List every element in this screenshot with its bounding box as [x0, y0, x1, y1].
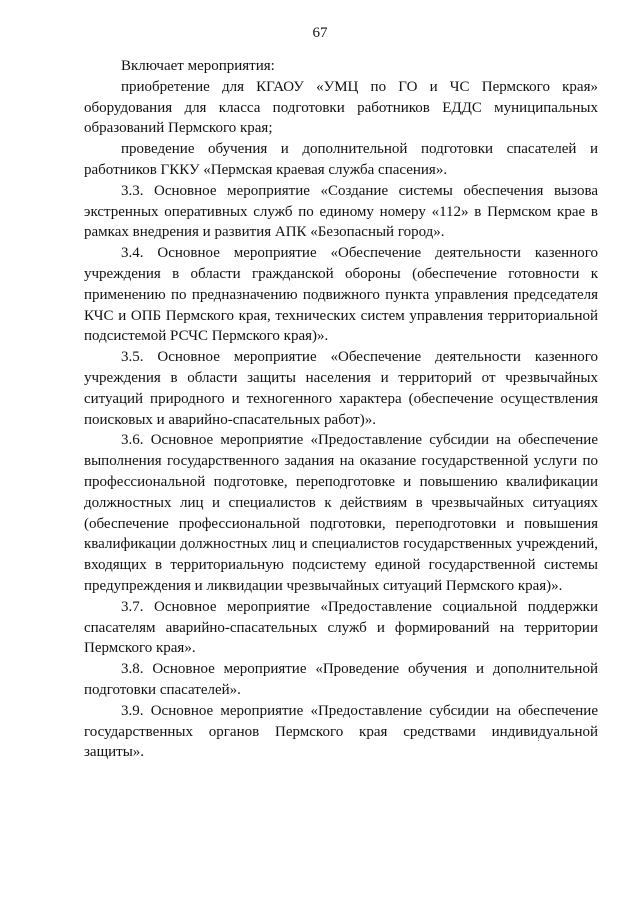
paragraph-3-8: 3.8. Основное мероприятие «Проведение обучения и дополнительной подготовки спасателей».: [84, 661, 598, 698]
paragraph-equipment: приобретение для КГАОУ «УМЦ по ГО и ЧС Пермского края» оборудования для класса подготовки работников ЕДДС муниципальных образований Пермского края;: [84, 78, 598, 137]
paragraph-intro: Включает мероприятия:: [121, 58, 275, 74]
scan-artifact: [538, 740, 539, 741]
document-body: [84, 56, 598, 763]
paragraph-3-6: 3.6. Основное мероприятие «Предоставление субсидии на обеспечение выполнения государственного задания на оказание государственной услуги по профессиональной подготовке, переподготовке и повышению квалификации должностных лиц и специалистов к действиям в чрезвычайных ситуациях (обеспечение профессиональной подготовки, переподготовки и повышения квалификации должностных лиц и специалистов государственных учреждений, входящих в территориальную подсистему единой государственной системы предупреждения и ликвидации чрезвычайных ситуаций Пермского края)».: [84, 432, 598, 594]
paragraph-3-5: 3.5. Основное мероприятие «Обеспечение деятельности казенного учреждения в области защиты населения и территорий от чрезвычайных ситуаций природного и техногенного характера (обеспечение осуществления поисковых и аварийно-спасательных работ)».: [84, 349, 598, 428]
paragraph-3-4: 3.4. Основное мероприятие «Обеспечение деятельности казенного учреждения в области гражданской обороны (обеспечение готовности к применению по предназначению подвижного пункта управления председателя КЧС и ОПБ Пермского края, технических систем управления территориальной подсистемой РСЧС Пермского края)».: [84, 245, 598, 345]
page-number: 67: [312, 25, 328, 41]
paragraph-3-9: 3.9. Основное мероприятие «Предоставление субсидии на обеспечение государственных органов Пермского края средствами индивидуальной защиты».: [84, 702, 598, 761]
paragraph-training: проведение обучения и дополнительной подготовки спасателей и работников ГККУ «Пермская краевая служба спасения».: [84, 141, 598, 178]
paragraph-3-3: 3.3. Основное мероприятие «Создание системы обеспечения вызова экстренных оперативных служб по единому номеру «112» в Пермском крае в рамках внедрения и развития АПК «Безопасный город».: [84, 182, 598, 241]
paragraph-3-7: 3.7. Основное мероприятие «Предоставление социальной поддержки спасателям аварийно-спасательных служб и формирований на территории Пермского края».: [84, 598, 598, 657]
